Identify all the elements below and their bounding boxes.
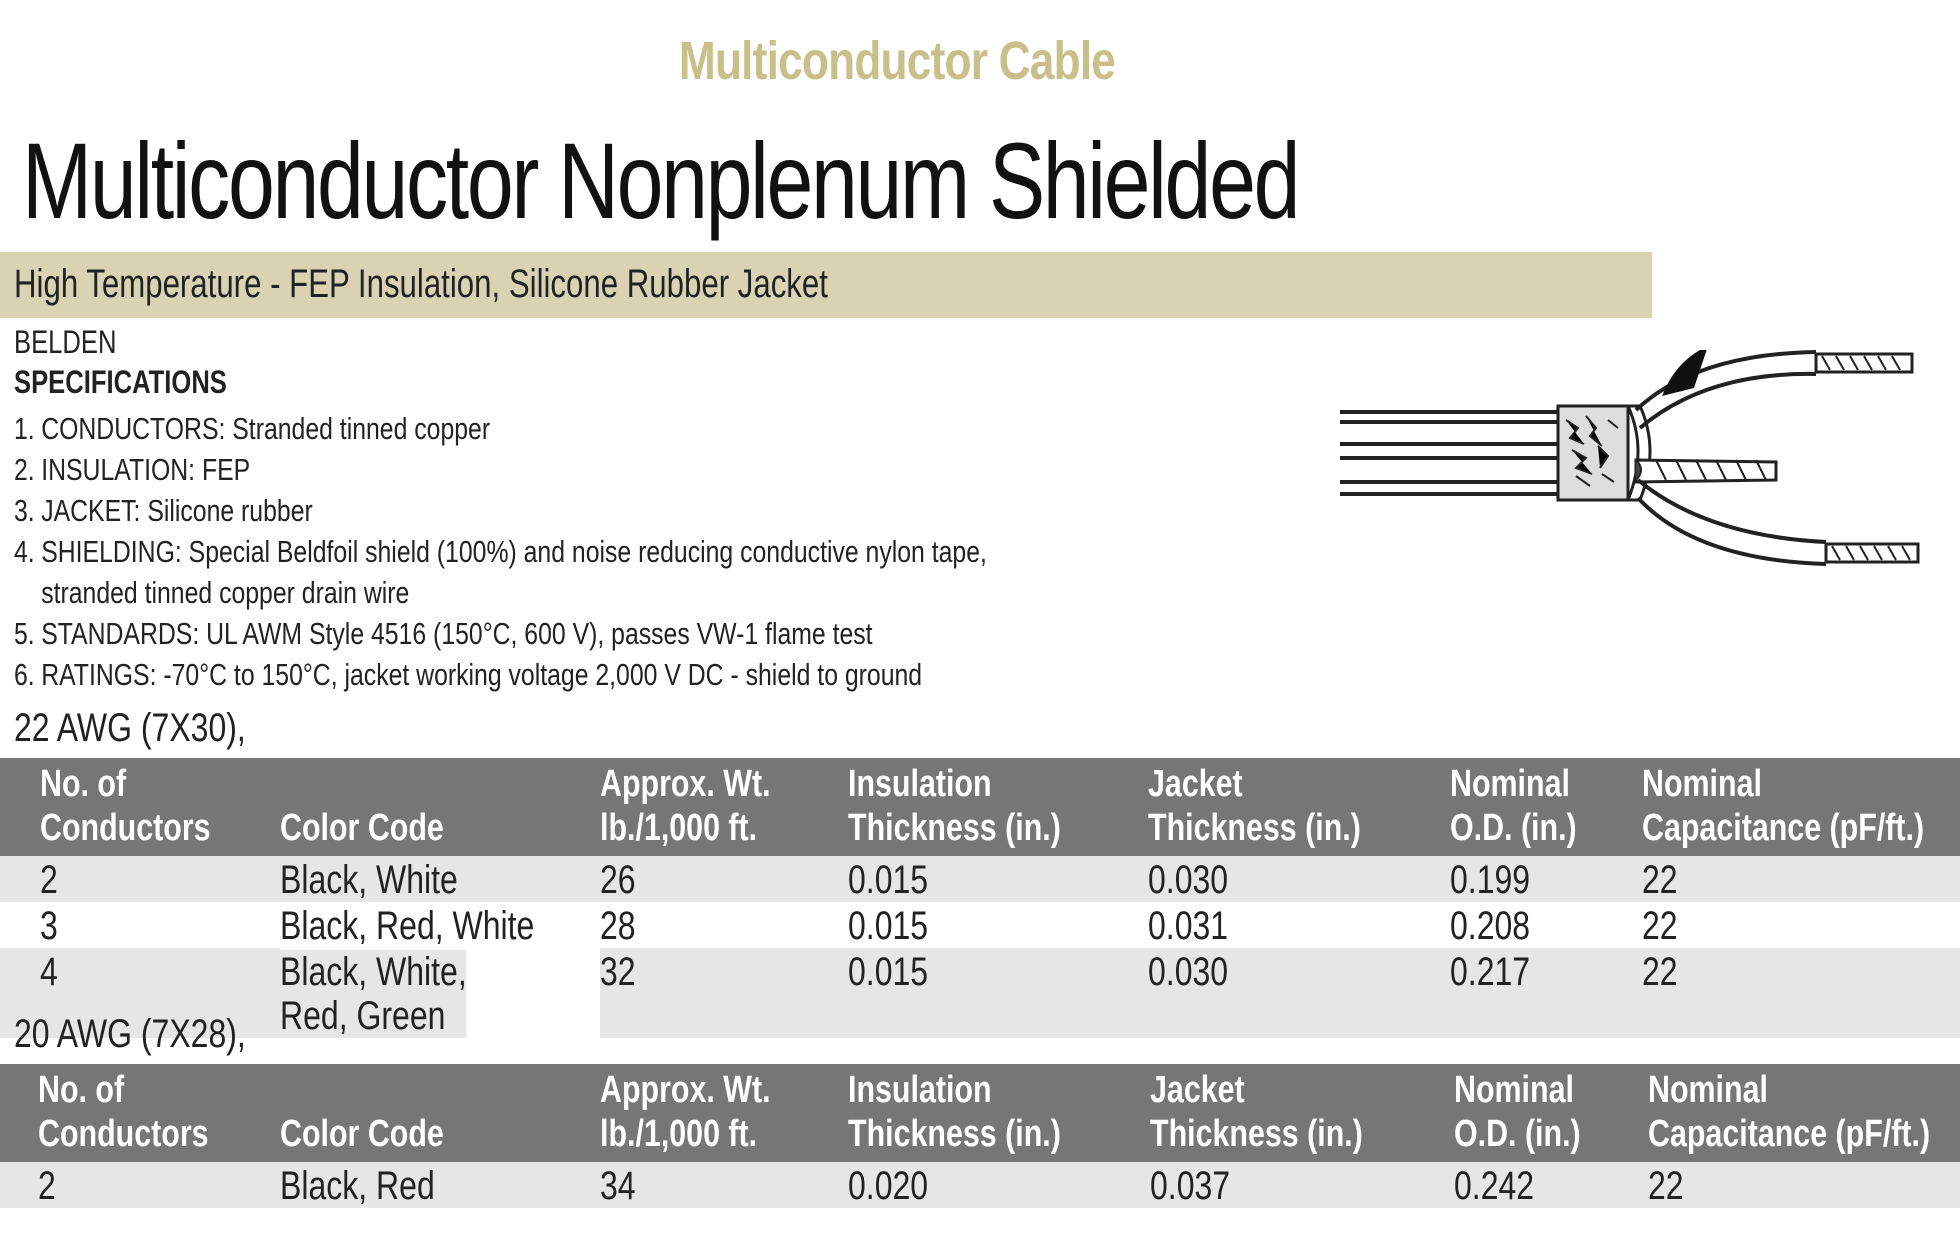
col-header-weight: Approx. Wt. lb./1,000 ft. xyxy=(600,1064,848,1162)
col-header-jacket: Jacket Thickness (in.) xyxy=(1150,1064,1454,1162)
table-header-row xyxy=(0,758,1960,856)
section-label: 22 AWG (7X30), xyxy=(14,706,246,750)
spec-table xyxy=(0,1064,1960,1208)
specifications-list xyxy=(14,408,1214,695)
col-header-jacket: Jacket Thickness (in.) xyxy=(1148,758,1450,856)
spec-table xyxy=(0,758,1960,1038)
spec-item: 1. CONDUCTORS: Stranded tinned copper xyxy=(14,411,491,446)
col-header-capacitance: Nominal Capacitance (pF/ft.) xyxy=(1648,1064,1960,1162)
specifications-heading: SPECIFICATIONS xyxy=(14,364,227,400)
spec-item: 4. SHIELDING: Special Beldfoil shield (100%) and noise reducing conductive nylon tape, stranded tinned copper drain wire xyxy=(14,534,987,610)
col-header-weight: Approx. Wt. lb./1,000 ft. xyxy=(600,758,848,856)
spec-item: 5. STANDARDS: UL AWM Style 4516 (150°C, 600 V), passes VW-1 flame test xyxy=(14,616,873,651)
cable-cross-section-illustration xyxy=(1336,350,1956,590)
spec-item: 6. RATINGS: -70°C to 150°C, jacket working voltage 2,000 V DC - shield to ground xyxy=(14,657,923,692)
col-header-color-code: Color Code xyxy=(280,1064,600,1162)
table-row: 2 Black, White 26 0.015 0.030 0.199 22 xyxy=(0,856,1960,902)
table-row: 3 Black, Red, White 28 0.015 0.031 0.208 22 xyxy=(40,904,1678,948)
table-header-row xyxy=(0,1064,1960,1162)
col-header-od: Nominal O.D. (in.) xyxy=(1454,1064,1648,1162)
subtitle-bar xyxy=(0,252,1652,318)
page-title: Multiconductor Nonplenum Shielded xyxy=(22,120,1299,241)
table-row: 2 Black, Red 34 0.020 0.037 0.242 22 xyxy=(0,1162,1960,1208)
category-heading: Multiconductor Cable xyxy=(678,31,1116,91)
col-header-insulation: Insulation Thickness (in.) xyxy=(848,758,1148,856)
section-label: 20 AWG (7X28), xyxy=(14,1012,246,1056)
col-header-od: Nominal O.D. (in.) xyxy=(1450,758,1642,856)
spec-item: 3. JACKET: Silicone rubber xyxy=(14,493,313,528)
subtitle-text: High Temperature - FEP Insulation, Silicone Rubber Jacket xyxy=(14,262,828,306)
col-header-conductors: No. of Conductors xyxy=(0,758,280,856)
col-header-insulation: Insulation Thickness (in.) xyxy=(848,1064,1150,1162)
col-header-conductors: No. of Conductors xyxy=(0,1064,280,1162)
table-row: 4 Black, White, Red, Green 32 0.015 0.030 0.217 22 xyxy=(0,948,1960,1038)
brand-name: BELDEN xyxy=(14,324,117,360)
col-header-color-code: Color Code xyxy=(280,758,600,856)
col-header-capacitance: Nominal Capacitance (pF/ft.) xyxy=(1642,758,1960,856)
spec-item: 2. INSULATION: FEP xyxy=(14,452,251,487)
